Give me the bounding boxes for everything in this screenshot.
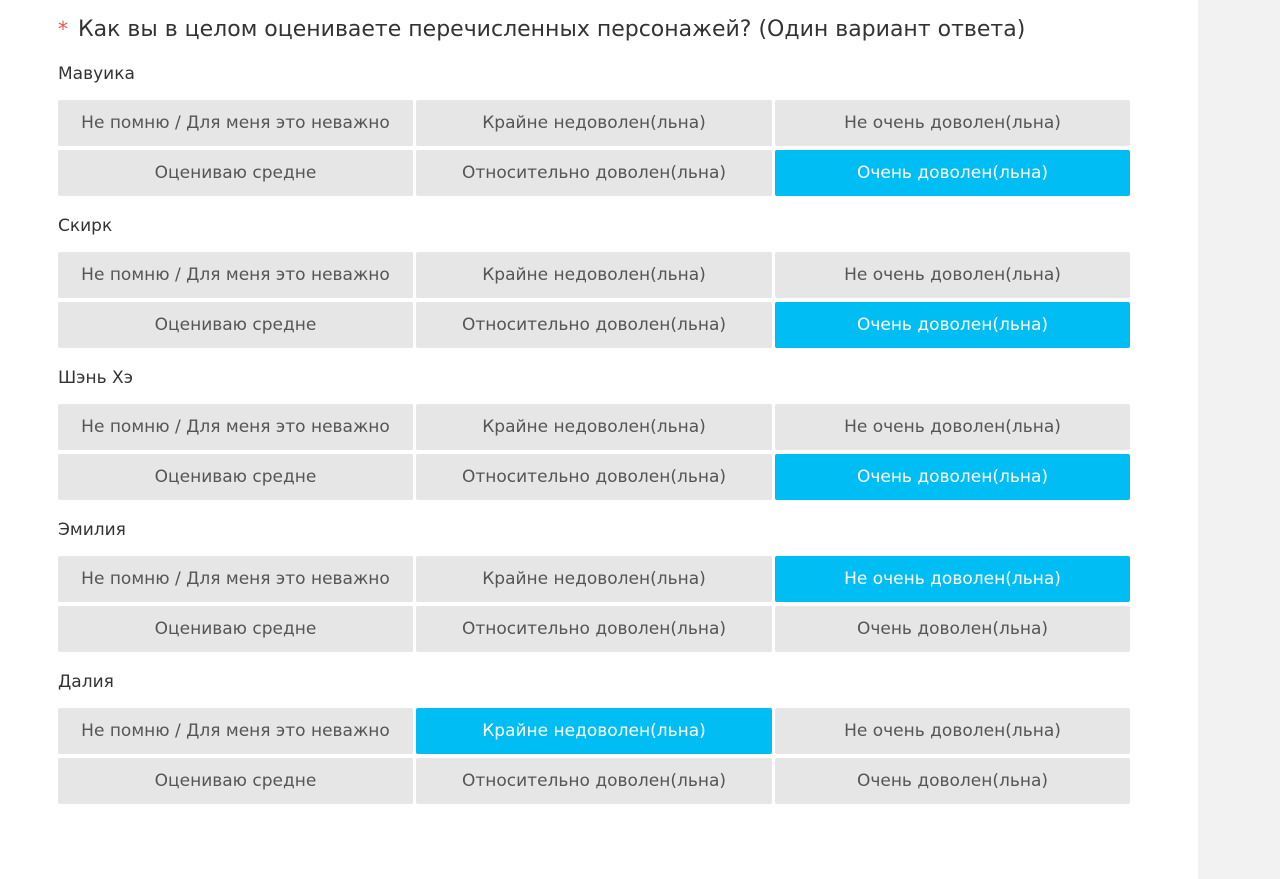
option-very-satisfied[interactable]: Очень доволен(льна) [775,454,1130,500]
option-not-very-satisfied[interactable]: Не очень доволен(льна) [775,100,1130,146]
character-name: Скирк [58,216,113,236]
option-very-satisfied[interactable]: Очень доволен(льна) [775,302,1130,348]
rating-options [58,404,1130,500]
option-extremely-dissatisfied[interactable]: Крайне недоволен(льна) [416,404,772,450]
option-not-very-satisfied[interactable]: Не очень доволен(льна) [775,556,1130,602]
character-block-dahlia [58,670,1130,804]
option-dont-remember[interactable]: Не помню / Для меня это неважно [58,556,413,602]
question-title [58,14,1130,44]
option-relatively-satisfied[interactable]: Относительно доволен(льна) [416,758,772,804]
option-average[interactable]: Оцениваю средне [58,758,413,804]
option-average[interactable]: Оцениваю средне [58,606,413,652]
character-name: Шэнь Хэ [58,368,134,388]
rating-options [58,100,1130,196]
rating-options [58,252,1130,348]
option-extremely-dissatisfied[interactable]: Крайне недоволен(льна) [416,708,772,754]
option-not-very-satisfied[interactable]: Не очень доволен(льна) [775,252,1130,298]
character-block-skirk [58,214,1130,348]
option-dont-remember[interactable]: Не помню / Для меня это неважно [58,708,413,754]
option-relatively-satisfied[interactable]: Относительно доволен(льна) [416,454,772,500]
rating-options [58,708,1130,804]
option-very-satisfied[interactable]: Очень доволен(льна) [775,150,1130,196]
question-text: Как вы в целом оцениваете перечисленных персонажей? (Один вариант ответа) [78,17,1026,42]
survey-question [58,0,1130,804]
character-block-shenhe [58,366,1130,500]
option-very-satisfied[interactable]: Очень доволен(льна) [775,606,1130,652]
option-dont-remember[interactable]: Не помню / Для меня это неважно [58,404,413,450]
required-mark: * [58,17,68,41]
option-extremely-dissatisfied[interactable]: Крайне недоволен(льна) [416,556,772,602]
character-name: Эмилия [58,520,126,540]
option-not-very-satisfied[interactable]: Не очень доволен(льна) [775,708,1130,754]
option-very-satisfied[interactable]: Очень доволен(льна) [775,758,1130,804]
side-panel [1198,0,1280,879]
option-relatively-satisfied[interactable]: Относительно доволен(льна) [416,302,772,348]
option-not-very-satisfied[interactable]: Не очень доволен(льна) [775,404,1130,450]
option-average[interactable]: Оцениваю средне [58,302,413,348]
option-average[interactable]: Оцениваю средне [58,150,413,196]
option-average[interactable]: Оцениваю средне [58,454,413,500]
character-name: Далия [58,672,114,692]
character-block-mavuika [58,62,1130,196]
option-extremely-dissatisfied[interactable]: Крайне недоволен(льна) [416,100,772,146]
character-block-emilie [58,518,1130,652]
rating-options [58,556,1130,652]
option-relatively-satisfied[interactable]: Относительно доволен(льна) [416,150,772,196]
option-extremely-dissatisfied[interactable]: Крайне недоволен(льна) [416,252,772,298]
option-dont-remember[interactable]: Не помню / Для меня это неважно [58,252,413,298]
character-name: Мавуика [58,64,135,84]
option-relatively-satisfied[interactable]: Относительно доволен(льна) [416,606,772,652]
option-dont-remember[interactable]: Не помню / Для меня это неважно [58,100,413,146]
